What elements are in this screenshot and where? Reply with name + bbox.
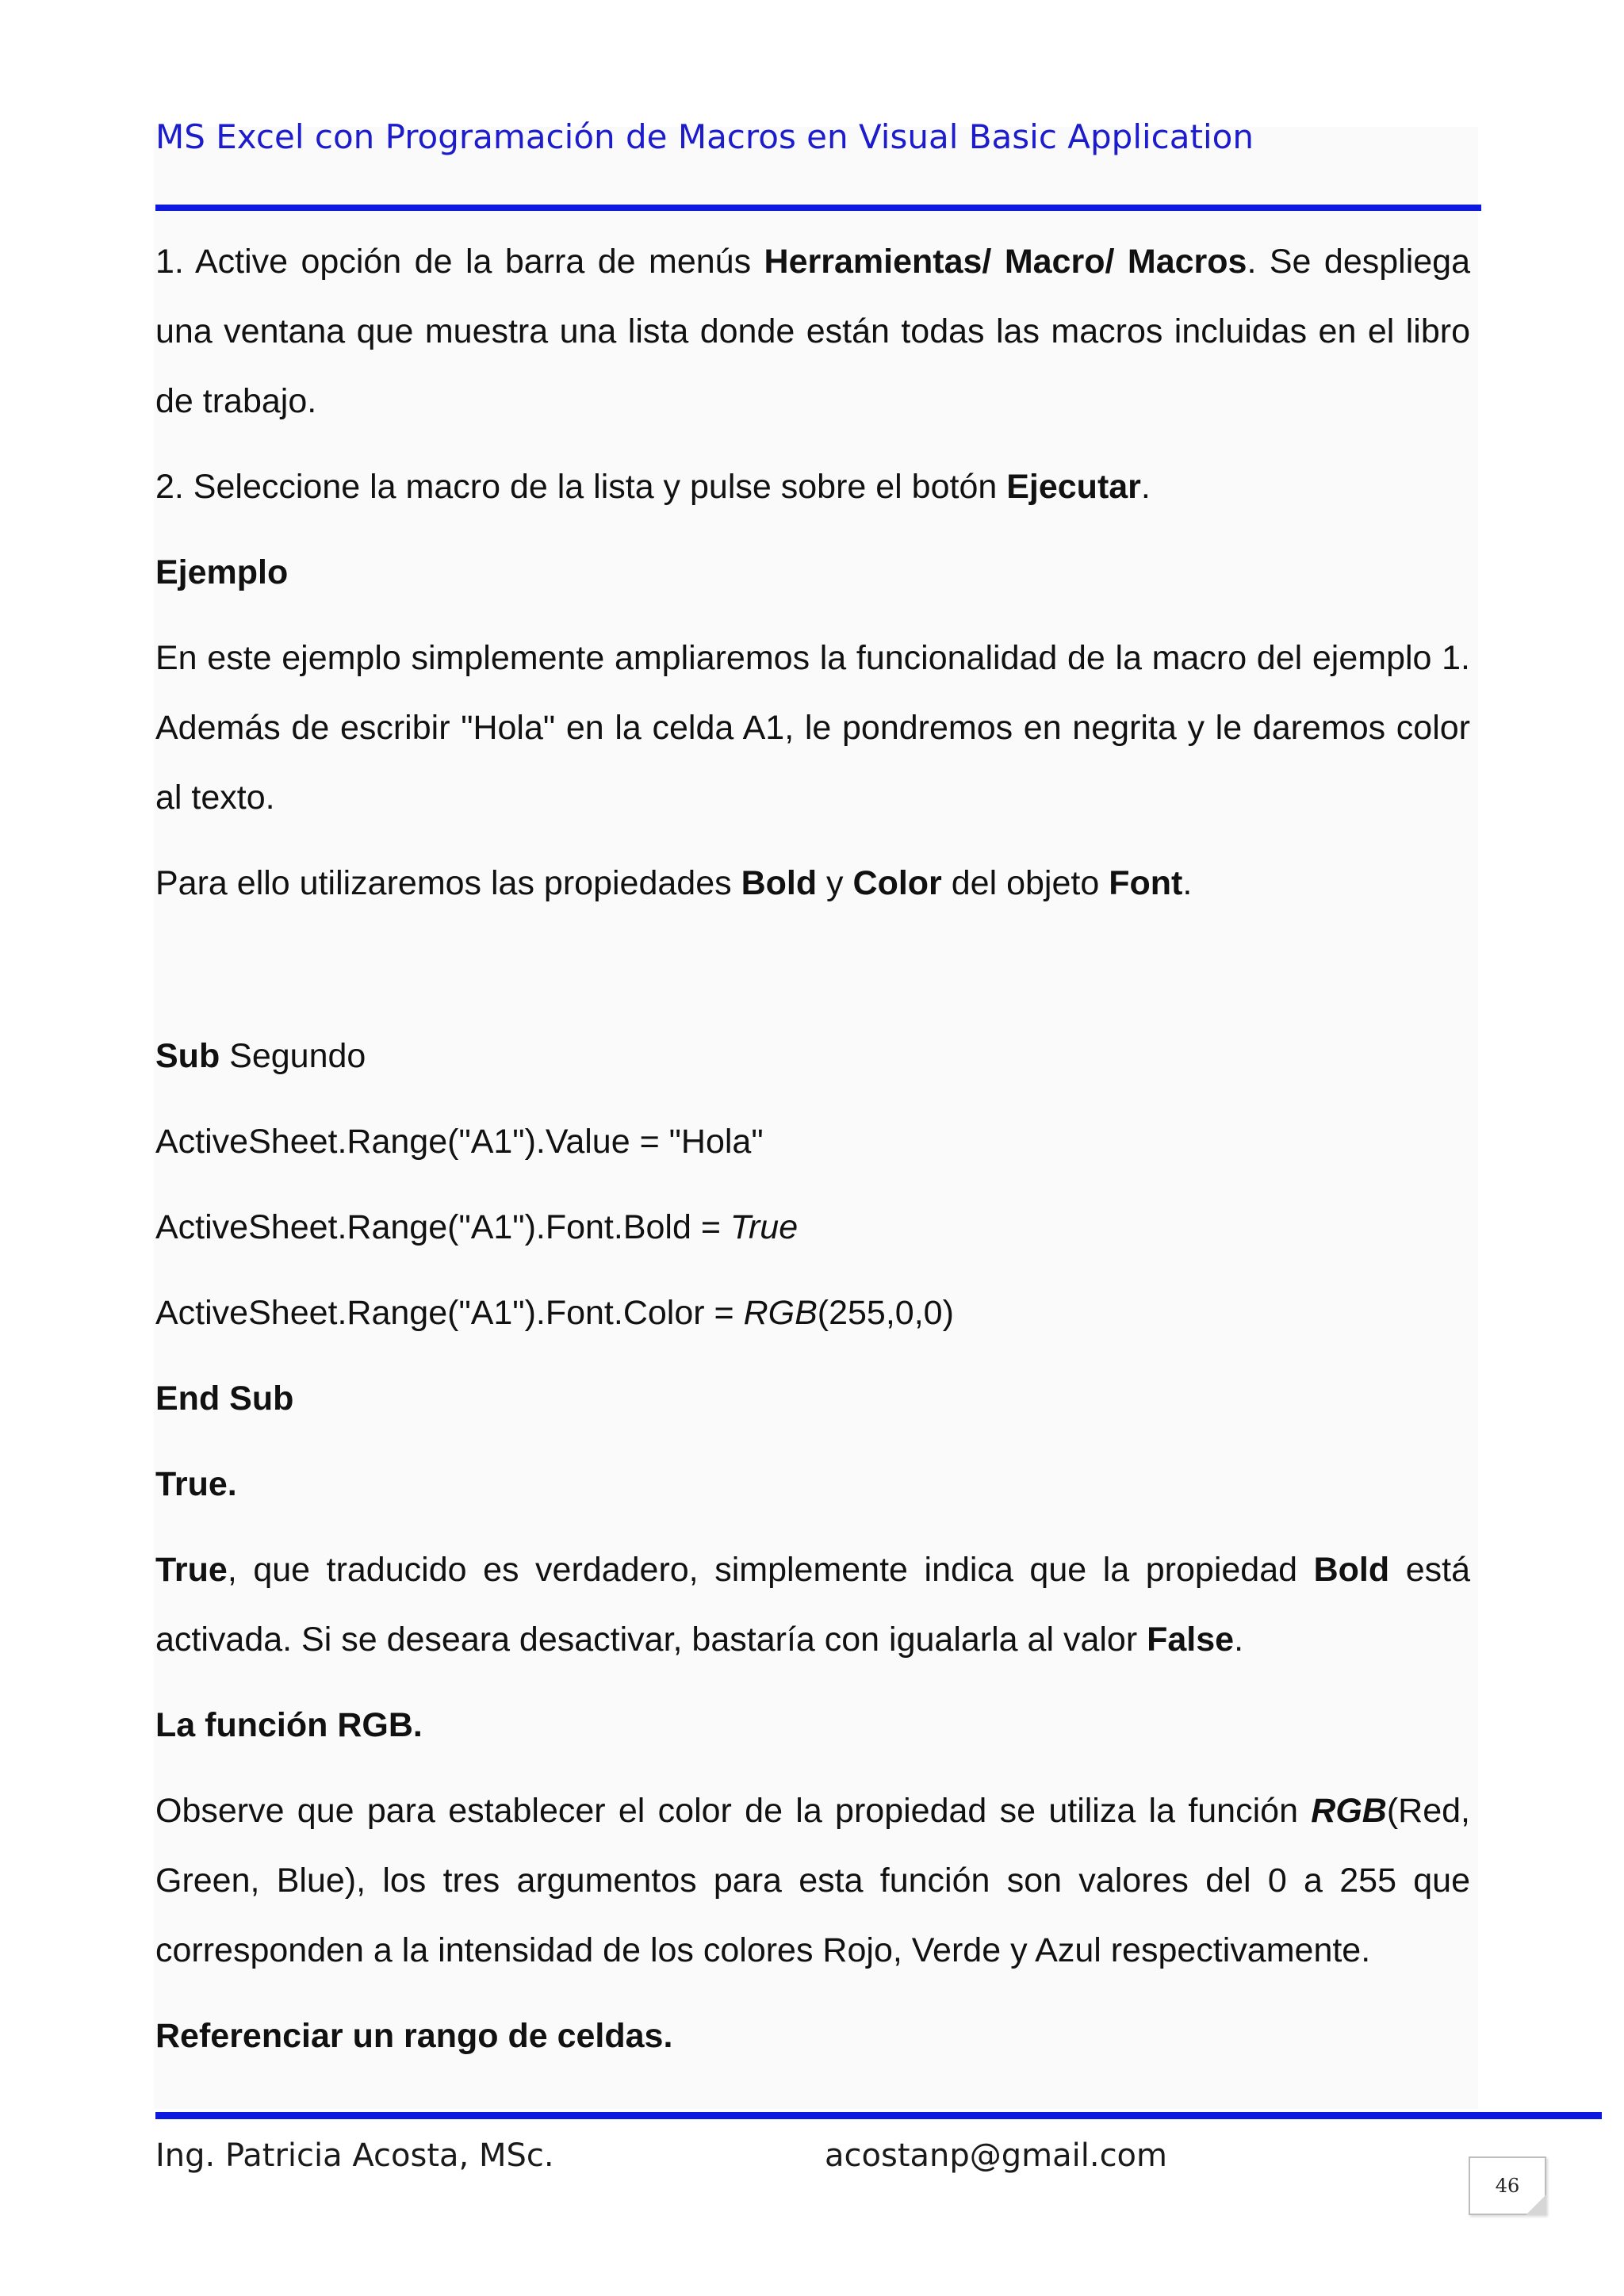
rgb-explanation xyxy=(155,1776,1470,1985)
false-keyword: False xyxy=(1147,1621,1235,1659)
true-text-3: . xyxy=(1234,1621,1244,1659)
step-1 xyxy=(155,227,1470,436)
property-color: Color xyxy=(852,864,942,902)
code-line-3 xyxy=(155,1278,1470,1348)
footer-email: acostanp@gmail.com xyxy=(825,2137,1167,2174)
footer-author: Ing. Patricia Acosta, MSc. xyxy=(155,2137,554,2174)
next-section-heading: Referenciar un rango de celdas. xyxy=(155,2017,673,2055)
code-line-2 xyxy=(155,1192,1470,1262)
true-text-2: está activada. Si se deseara desactivar, bastaría con igualarla al valor xyxy=(155,1551,1470,1659)
rgb-text-1: Observe que para establecer el color de la propiedad se utiliza la función xyxy=(155,1792,1312,1830)
code-line-1: ActiveSheet.Range("A1").Value = "Hola" xyxy=(155,1123,764,1161)
code-sub-keyword: Sub xyxy=(155,1037,220,1075)
header-rule xyxy=(155,205,1481,211)
footer-rule xyxy=(155,2112,1602,2119)
object-font: Font xyxy=(1109,864,1183,902)
code-end-sub: End Sub xyxy=(155,1380,294,1418)
step-1-text-end: . Se despliega una ventana que muestra una lista donde están todas las macros incluidas en el libro de trabajo. xyxy=(155,243,1470,420)
true-heading: True. xyxy=(155,1465,237,1503)
code-line-2-text: ActiveSheet.Range("A1").Font.Bold = xyxy=(155,1208,730,1246)
page-number-box xyxy=(1469,2156,1546,2215)
code-true-value: True xyxy=(730,1208,799,1246)
bold-keyword: Bold xyxy=(1313,1551,1390,1589)
code-sub-name: Segundo xyxy=(220,1037,366,1075)
code-rgb-args: (255,0,0) xyxy=(817,1294,954,1332)
properties-text-end: . xyxy=(1182,864,1193,902)
true-explanation xyxy=(155,1535,1470,1674)
properties-text: Para ello utilizaremos las propiedades xyxy=(155,864,741,902)
properties-text-mid: y xyxy=(817,864,853,902)
properties-text-mid2: del objeto xyxy=(941,864,1109,902)
step-2-button-name: Ejecutar xyxy=(1006,468,1141,506)
rgb-heading: La función RGB. xyxy=(155,1706,423,1744)
code-rgb-function: RGB xyxy=(743,1294,818,1332)
step-1-text: 1. Active opción de la barra de menús xyxy=(155,243,764,281)
rgb-keyword: RGB xyxy=(1311,1792,1387,1830)
code-sub-line xyxy=(155,1021,1470,1091)
example-intro: En este ejemplo simplemente ampliaremos la funcionalidad de la macro del ejemplo 1. Además de escribir "Hola" en la celda A1, le pondremos en negrita y le daremos color al texto. xyxy=(155,639,1470,817)
step-2-text-end: . xyxy=(1140,468,1151,506)
code-line-3-text: ActiveSheet.Range("A1").Font.Color = xyxy=(155,1294,744,1332)
example-properties xyxy=(155,848,1470,918)
rgb-text-2: (Red, Green, Blue), los tres argumentos para esta función son valores del 0 a 255 que corresponden a la intensidad de los colores Rojo, Verde y Azul respectivamente. xyxy=(155,1792,1470,1969)
true-text-1: , que traducido es verdadero, simplemente indica que la propiedad xyxy=(227,1551,1314,1589)
example-heading: Ejemplo xyxy=(155,553,289,591)
step-2 xyxy=(155,452,1470,522)
true-keyword: True xyxy=(155,1551,228,1589)
page-content xyxy=(155,227,1470,2071)
step-1-menu-path: Herramientas/ Macro/ Macros xyxy=(764,243,1247,281)
step-2-text: 2. Seleccione la macro de la lista y pulse sobre el botón xyxy=(155,468,1007,506)
page-number: 46 xyxy=(1495,2175,1520,2197)
page-curl-icon xyxy=(1526,2195,1546,2215)
page-header-title: MS Excel con Programación de Macros en Visual Basic Application xyxy=(155,117,1254,156)
property-bold: Bold xyxy=(741,864,818,902)
